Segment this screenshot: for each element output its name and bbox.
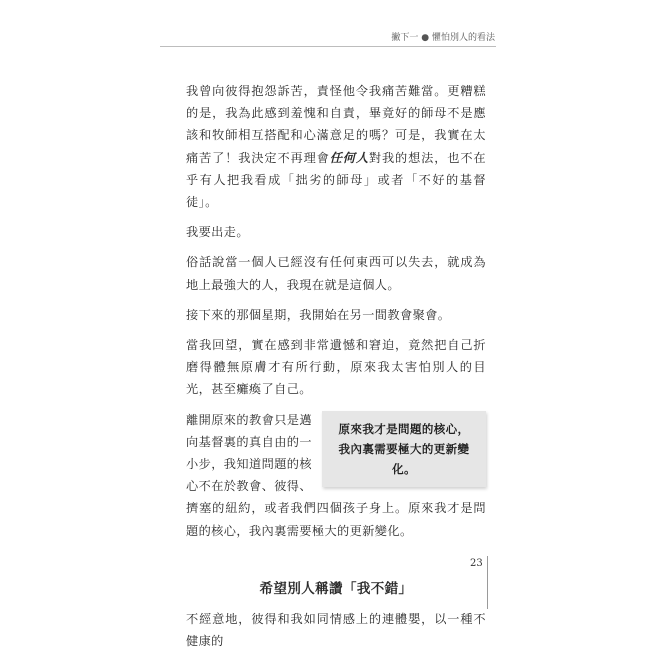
paragraph-4: 接下來的那個星期，我開始在另一間教會聚會。 bbox=[186, 307, 451, 322]
pull-quote-line-1: 原來我才是問題的核心， bbox=[338, 421, 470, 436]
paragraph-7: 不經意地，彼得和我如同情感上的連體嬰，以一種不健康的 bbox=[186, 612, 486, 649]
section-heading: 希望別人稱讚「我不錯」 bbox=[259, 580, 413, 597]
page-number: 23 bbox=[470, 558, 483, 569]
paragraph-6-block bbox=[186, 409, 486, 542]
header-rule bbox=[160, 46, 496, 47]
paragraph-5: 當我回望，實在感到非常遺憾和窘迫，竟然把自己折磨得體無原膚才有所行動，原來我太害怕別人的目光，甚至癱瘓了自己。 bbox=[186, 338, 486, 397]
footer-rule bbox=[487, 556, 488, 609]
pull-quote-line-2: 我內裏需要極大的更新變化。 bbox=[338, 441, 470, 476]
pull-quote bbox=[322, 411, 486, 487]
paragraph-1-text-b: 對我的想法，也不在乎有人把我看成「拙劣的師母」或者「不好的基督徒」。 bbox=[186, 150, 487, 210]
paragraph-1-text-a: 我曾向彼得抱怨訴苦，責怪他令我痛苦難當。更糟糕的是，我為此感到羞愧和自責，畢竟好的師母不是應該和牧師相互搭配和心滿意足的嗎？可是，我實在太痛苦了！我決定不再理會 bbox=[186, 84, 486, 165]
running-head: 撇下一 ● 懼怕別人的看法 bbox=[391, 33, 495, 43]
paragraph-3: 俗話說當一個人已經沒有任何東西可以失去，就成為地上最強大的人，我現在就是這個人。 bbox=[186, 255, 486, 292]
paragraph-1 bbox=[186, 80, 486, 213]
paragraph-2: 我要出走。 bbox=[186, 225, 249, 240]
main-text bbox=[186, 80, 486, 660]
paragraph-6: 離開原來的教會只是邁向基督裏的真自由的一小步，我知道問題的核心不在於教會、彼得、擠塞的紐約，或者我們四個孩子身上。原來我才是問題的核心，我內裏需要極大的更新變化。 bbox=[186, 412, 486, 538]
emphasis-text: 任何人 bbox=[329, 150, 369, 165]
